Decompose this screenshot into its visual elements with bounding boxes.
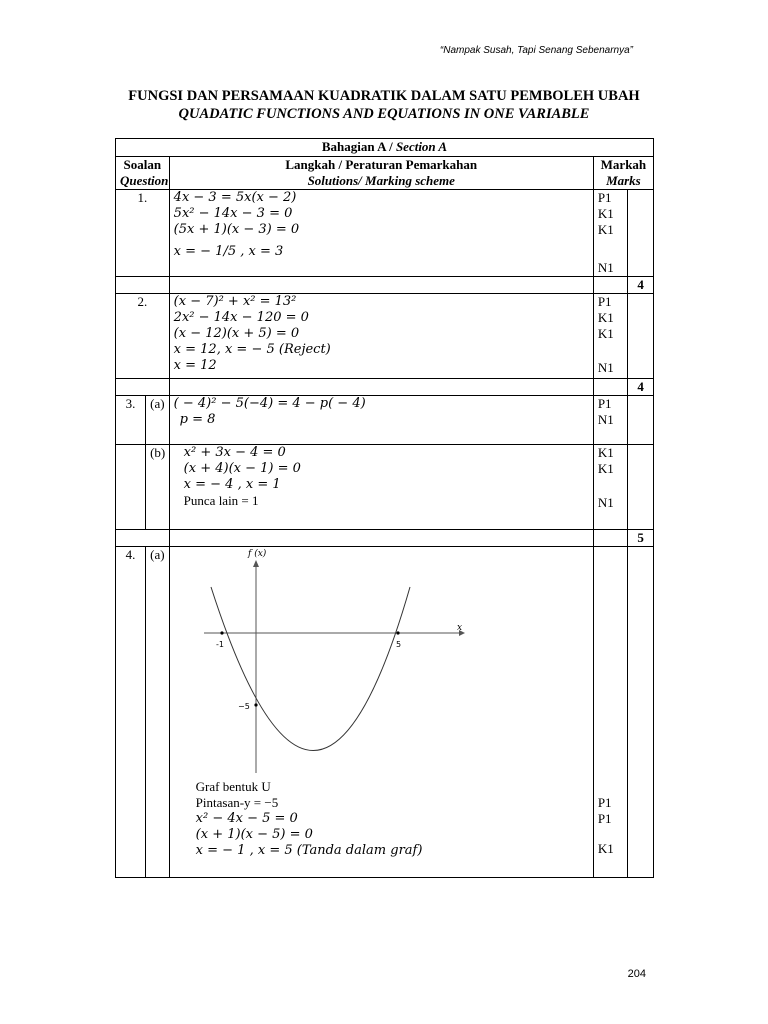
title-malay: FUNGSI DAN PERSAMAAN KUADRATIK DALAM SATU PEMBOLEH UBAH — [128, 88, 640, 104]
column-header-row — [116, 157, 654, 190]
question-3a-marks: P1 N1 — [593, 396, 627, 445]
question-2-number: 2. — [116, 294, 170, 379]
x-axis-label: x — [456, 623, 462, 633]
question-2-total-row — [116, 379, 654, 396]
section-row — [116, 139, 654, 157]
header-quote: “Nampak Susah, Tapi Senang Sebenarnya” — [439, 45, 633, 56]
y-axis-arrow — [253, 560, 259, 567]
title-english: QUADATIC FUNCTIONS AND EQUATIONS IN ONE VARIABLE — [178, 106, 590, 122]
question-4a-solution — [169, 547, 593, 878]
question-2-row — [116, 294, 654, 379]
col-question-header: Soalan Question — [116, 157, 170, 190]
quadratic-graph — [174, 547, 589, 779]
question-3a-label: (a) — [146, 396, 170, 445]
section-header: Bahagian A / Section A — [116, 139, 654, 157]
question-1-marks: P1 K1 K1 N1 — [593, 190, 627, 277]
question-2-solution: (x − 7)² + x² = 13² 2x² − 14x − 120 = 0 (x − 12)(x + 5) = 0 x = 12, x = − 5 (Reject) x = 12 — [169, 294, 593, 379]
question-2-total: 4 — [628, 379, 654, 396]
question-1-row — [116, 190, 654, 277]
question-1-total: 4 — [628, 277, 654, 294]
parabola-curve — [211, 587, 410, 751]
question-3b-row — [116, 445, 654, 530]
question-3a-solution: ( − 4)² − 5(−4) = 4 − p( − 4) p = 8 — [169, 396, 593, 445]
page-number: 204 — [627, 968, 646, 980]
y-intercept-point — [254, 703, 257, 706]
root-right-point — [396, 631, 399, 634]
question-3-total: 5 — [628, 530, 654, 547]
question-3b-label: (b) — [146, 445, 170, 530]
question-2-marks: P1 K1 K1 N1 — [593, 294, 627, 379]
question-3-number: 3. — [116, 396, 146, 445]
y-axis-label: f (x) — [247, 549, 266, 559]
question-1-total-row — [116, 277, 654, 294]
col-solutions-header: Langkah / Peraturan Pemarkahan Solutions/ Marking scheme — [169, 157, 593, 190]
question-4a-label: (a) — [146, 547, 170, 878]
question-4a-working: Graf bentuk U Pintasan-y = −5 x² − 4x − 5 = 0 (x + 1)(x − 5) = 0 x = − 1 , x = 5 (Tanda dalam graf) — [195, 779, 423, 858]
question-4a-marks: P1 P1 K1 — [593, 547, 627, 878]
root-left-point — [220, 631, 223, 634]
question-1-number: 1. — [116, 190, 170, 277]
graph-svg — [174, 547, 474, 779]
question-1-solution: 4x − 3 = 5x(x − 2) 5x² − 14x − 3 = 0 (5x + 1)(x − 3) = 0 x = − 1/5 , x = 3 — [169, 190, 593, 277]
col-marks-header: Markah Marks — [593, 157, 653, 190]
root-right-label: 5 — [395, 640, 401, 649]
question-3b-solution: x² + 3x − 4 = 0 (x + 4)(x − 1) = 0 x = − 4 , x = 1 Punca lain = 1 — [169, 445, 593, 530]
question-3-total-row — [116, 530, 654, 547]
root-left-label: -1 — [215, 640, 224, 649]
question-3a-row — [116, 396, 654, 445]
question-4a-row — [116, 547, 654, 878]
question-4-number: 4. — [116, 547, 146, 878]
y-intercept-label: −5 — [237, 702, 250, 711]
marking-scheme-table — [115, 138, 654, 878]
question-3b-marks: K1 K1 N1 — [593, 445, 627, 530]
